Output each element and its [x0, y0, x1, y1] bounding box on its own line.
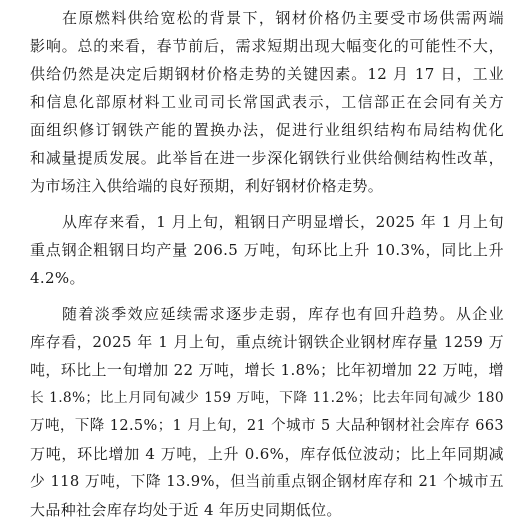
paragraph-production	[30, 208, 504, 292]
paragraph-line: 大品种社会库存均处于近 4 年历史同期低位。	[30, 501, 342, 519]
paragraph-line: 长 1.8%；比上月同旬减少 159 万吨，下降 11.2%；比去年同旬减少 180	[30, 390, 504, 406]
paragraph-line: 吨，环比上一旬增加 22 万吨，增长 1.8%；比年初增加 22 万吨，增	[30, 361, 504, 379]
paragraph-line: 万吨，下降 12.5%；1 月上旬，21 个城市 5 大品种钢材社会库存 663	[30, 418, 504, 434]
paragraph-inventory	[30, 300, 504, 524]
paragraph-line: 万吨，环比增加 4 万吨，上升 0.6%，库存低位波动；比上年同期减	[30, 445, 504, 463]
paragraph-line: 影响。总的来看，春节前后，需求短期出现大幅变化的可能性不大，	[30, 37, 504, 55]
paragraph-line: 随着淡季效应延续需求逐步走弱，库存也有回升趋势。从企业	[62, 305, 504, 323]
paragraph-supply-outlook	[30, 4, 504, 200]
paragraph-line: 少 118 万吨，下降 13.9%，但当前重点钢企钢材库存和 21 个城市五	[30, 473, 504, 490]
paragraph-line: 供给仍然是决定后期钢材价格走势的关键因素。12 月 17 日，工业	[30, 65, 504, 83]
paragraph-line: 面组织修订钢铁产能的置换办法，促进行业组织结构布局结构优化	[30, 121, 504, 139]
paragraph-line: 和减量提质发展。此举旨在进一步深化钢铁行业供给侧结构性改革，	[30, 149, 504, 167]
paragraph-line: 和信息化部原材料工业司司长常国武表示，工信部正在会同有关方	[30, 93, 504, 111]
paragraph-line: 从库存来看，1 月上旬，粗钢日产明显增长，2025 年 1 月上旬	[62, 213, 504, 231]
paragraph-gap	[30, 292, 504, 300]
paragraph-line: 在原燃料供给宽松的背景下，钢材价格仍主要受市场供需两端	[62, 9, 504, 27]
paragraph-line: 库存看，2025 年 1 月上旬，重点统计钢铁企业钢材库存量 1259 万	[30, 333, 504, 351]
paragraph-gap	[30, 200, 504, 208]
paragraph-line: 重点钢企粗钢日均产量 206.5 万吨，旬环比上升 10.3%，同比上升	[30, 241, 504, 259]
article-body	[30, 4, 504, 524]
paragraph-line: 为市场注入供给端的良好预期，利好钢材价格走势。	[30, 177, 384, 195]
paragraph-line: 4.2%。	[30, 269, 85, 287]
